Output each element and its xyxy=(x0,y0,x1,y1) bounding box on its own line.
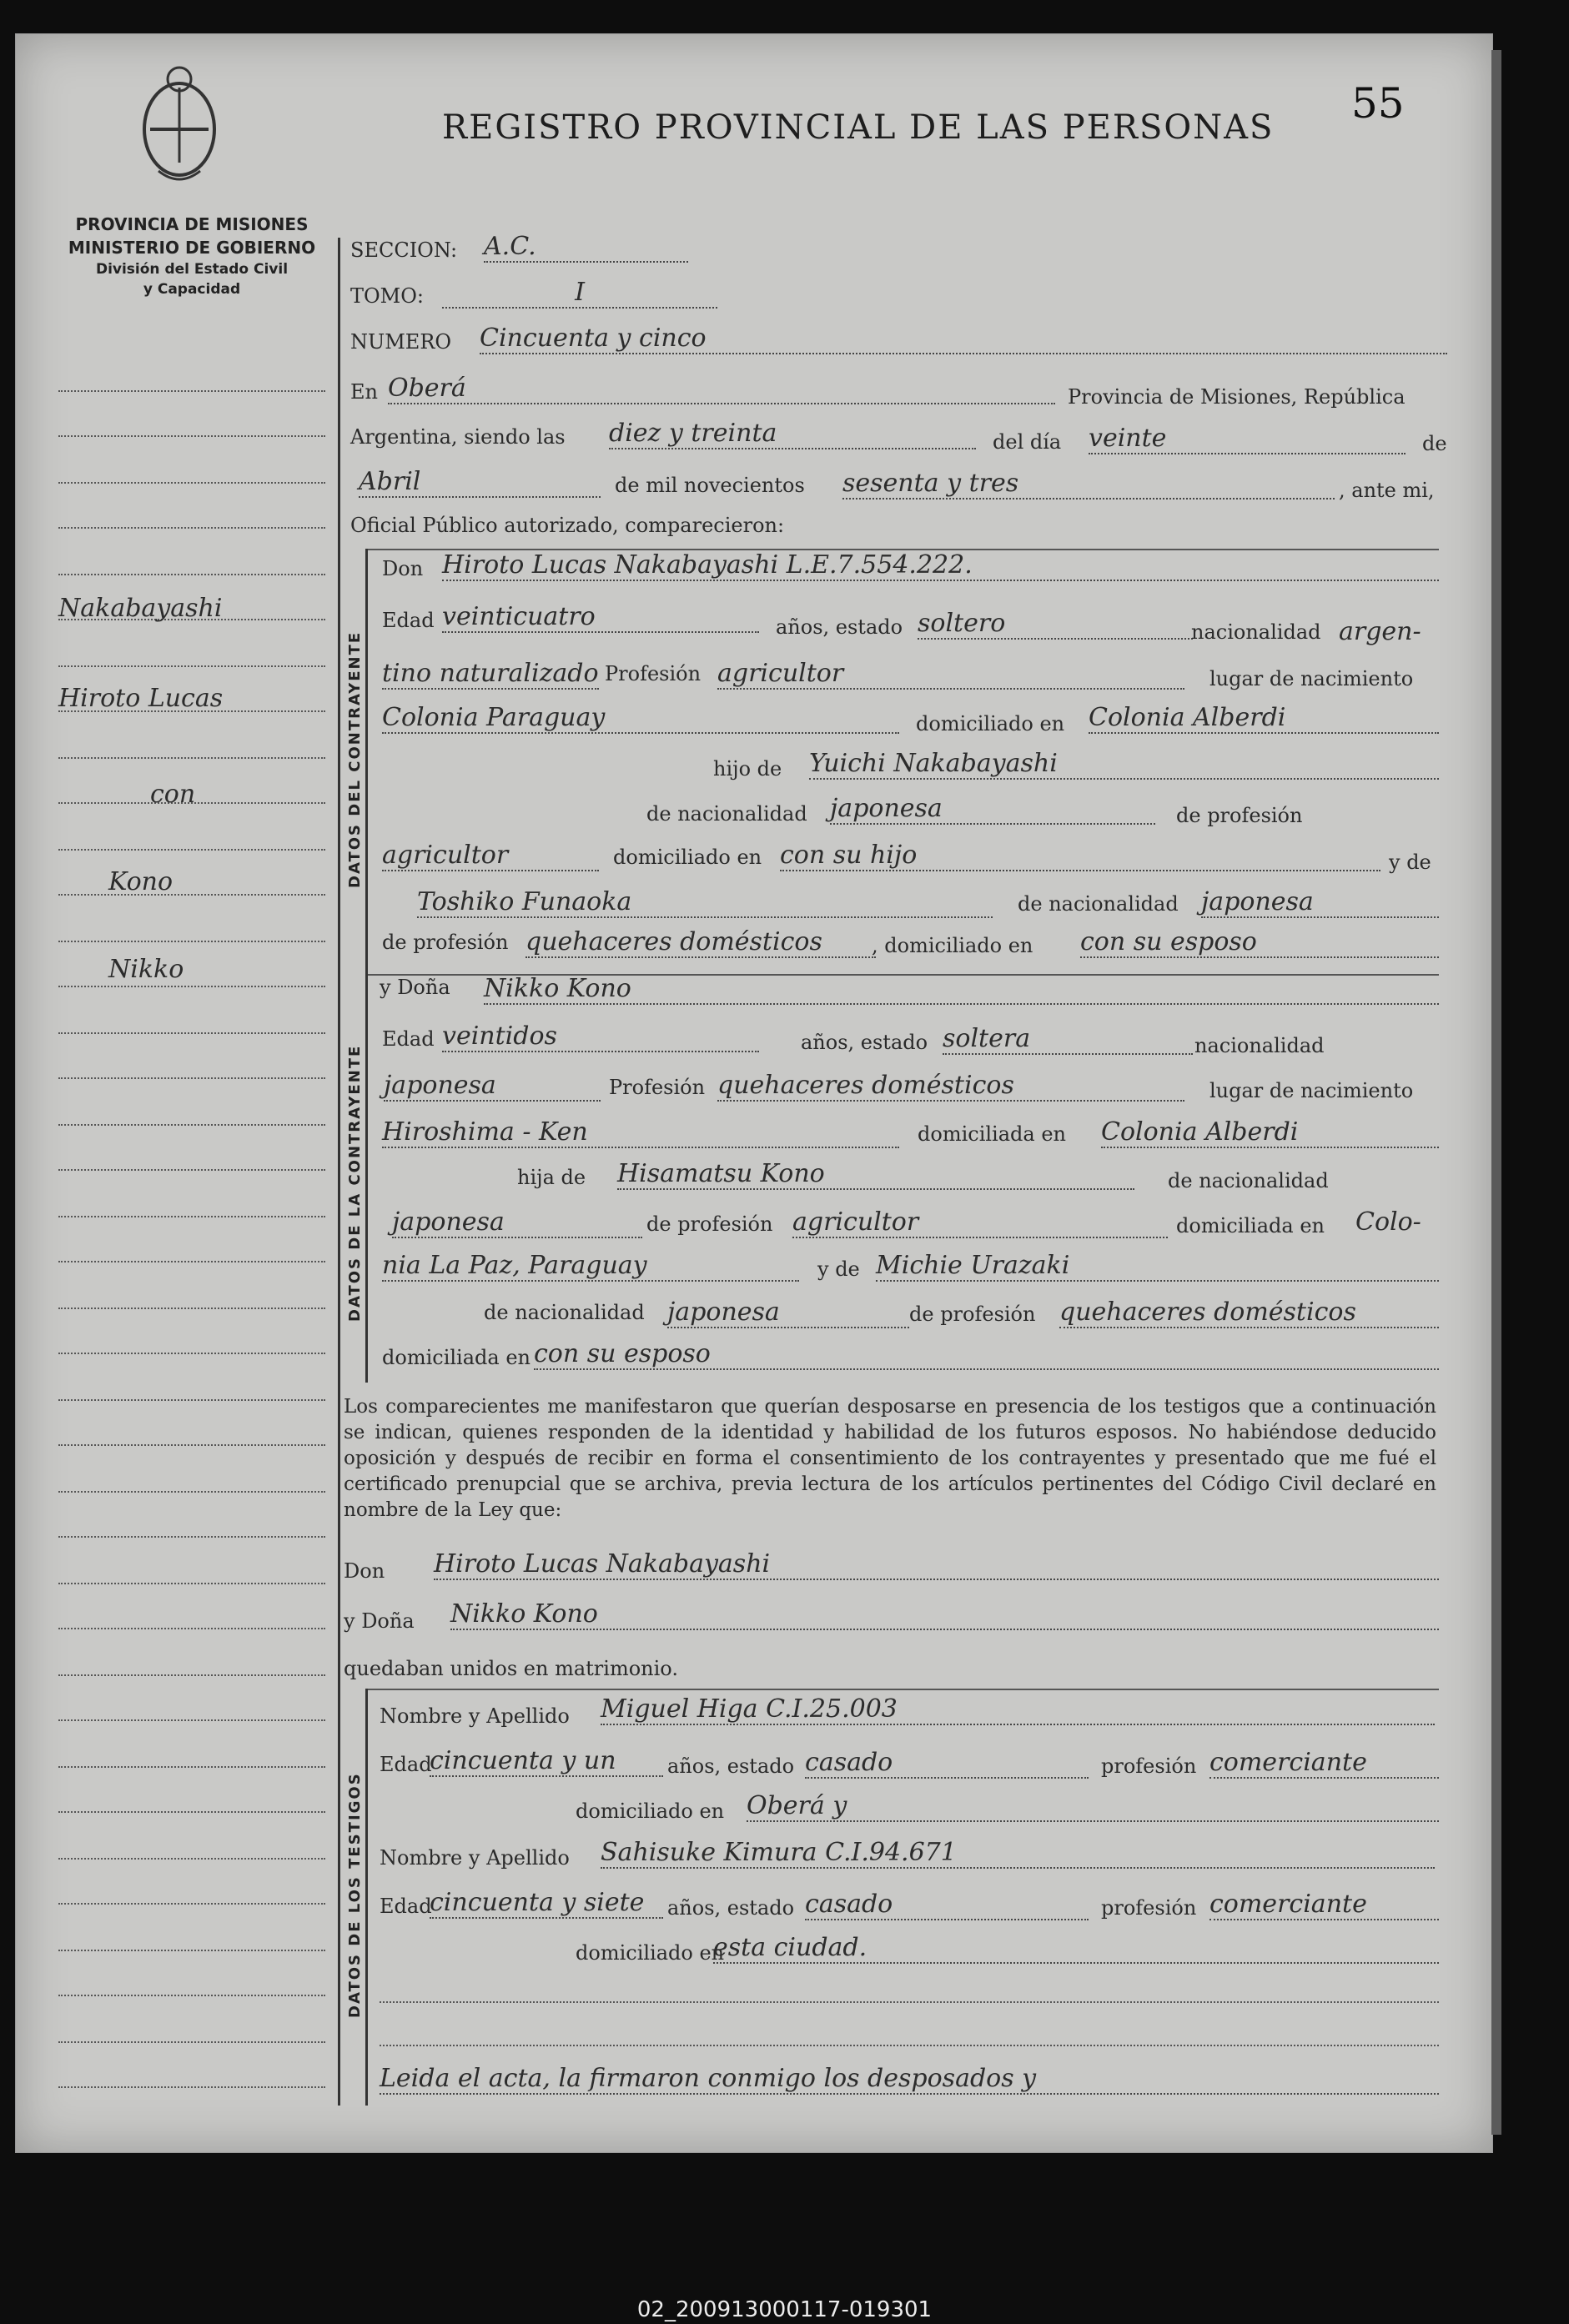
f-padre-nacionalidad: japonesa xyxy=(392,1207,642,1238)
org-division: División del Estado Civil xyxy=(95,261,289,278)
madre-profesion: quehaceres domésticos xyxy=(526,927,876,958)
contrayente-edad: veinticuatro xyxy=(442,602,759,633)
madre-nombre: Toshiko Funaoka xyxy=(417,887,993,918)
hora-value: diez y treinta xyxy=(609,419,976,449)
madre-profesion-label: de profesión xyxy=(382,931,509,954)
tomo-value: I xyxy=(442,278,717,309)
contrayente-f-profesion: quehaceres domésticos xyxy=(717,1071,1184,1102)
contrayente-f-estado: soltera xyxy=(943,1024,1193,1055)
profesion-label: Profesión xyxy=(605,662,702,685)
f-edad-label: Edad xyxy=(382,1027,435,1051)
contrayente-f-edad: veintidos xyxy=(442,1021,759,1052)
domiciliado-en-label: domiciliado en xyxy=(613,846,762,869)
t1-profesion-label: profesión xyxy=(1101,1754,1197,1778)
t2-profesion: comerciante xyxy=(1209,1890,1439,1920)
dona-label: y Doña xyxy=(380,976,450,999)
f-profesion-label: Profesión xyxy=(609,1076,706,1099)
f-y-de-label: y de xyxy=(817,1257,860,1281)
page-number: 55 xyxy=(1351,79,1405,128)
oficial-text: Oficial Público autorizado, comparecieron: xyxy=(350,514,785,537)
madre-domiciliado-label: , domiciliado en xyxy=(872,934,1033,957)
madre-domicilio: con su esposo xyxy=(1080,927,1439,958)
de-label: de xyxy=(1422,432,1447,455)
mil-label: de mil novecientos xyxy=(615,474,805,497)
f-de-nacionalidad-label: de nacionalidad xyxy=(1168,1169,1329,1192)
t2-nombre: Sahisuke Kimura C.I.94.671 xyxy=(601,1838,1435,1869)
org-capacity: y Capacidad xyxy=(143,281,241,298)
f-lugar-label: lugar de nacimiento xyxy=(1209,1079,1414,1102)
contrayente-section-label: DATOS DEL CONTRAYENTE xyxy=(346,630,364,888)
t2-anos-estado-label: años, estado xyxy=(667,1896,795,1920)
contrayente-f-section-label: DATOS DE LA CONTRAYENTE xyxy=(346,1044,364,1322)
scan-id: 02_200913000117-019301 xyxy=(636,2297,933,2322)
del-dia-label: del día xyxy=(993,430,1062,454)
hija-de-label: hija de xyxy=(517,1166,586,1189)
t1-anos-estado-label: años, estado xyxy=(667,1754,795,1778)
edad-label: Edad xyxy=(382,609,435,632)
f-padre-domiciliada-label: domiciliada en xyxy=(1176,1214,1325,1237)
padre-domicilio: con su hijo xyxy=(780,841,1380,871)
lugar-nacimiento-label: lugar de nacimiento xyxy=(1209,667,1414,690)
padre-nacionalidad: japonesa xyxy=(830,794,1155,825)
contrayente-f-nombre: Nikko Kono xyxy=(484,974,1439,1005)
contrayente-f-domicilio: Colonia Alberdi xyxy=(1101,1117,1439,1148)
padre-profesion: agricultor xyxy=(382,841,599,871)
anos-estado-label: años, estado xyxy=(776,615,903,639)
decl-dona-label: y Doña xyxy=(344,1609,415,1633)
f-madre-domiciliada-label: domiciliada en xyxy=(382,1346,531,1369)
de-profesion-label: de profesión xyxy=(1176,804,1303,827)
testigos-border xyxy=(365,1689,368,2106)
tomo-label: TOMO: xyxy=(350,284,425,308)
f-madre-nacionalidad: japonesa xyxy=(667,1298,909,1328)
domiciliado-label: domiciliado en xyxy=(916,712,1065,735)
page-title: REGISTRO PROVINCIAL DE LAS PERSONAS xyxy=(442,108,1275,147)
numero-label: NUMERO xyxy=(350,330,452,354)
f-madre-nacionalidad-label: de nacionalidad xyxy=(484,1301,645,1324)
t2-profesion-label: profesión xyxy=(1101,1896,1197,1920)
contrayente-nombre: Hiroto Lucas Nakabayashi L.E.7.554.222. xyxy=(442,550,1439,581)
argentina-text: Argentina, siendo las xyxy=(350,425,566,449)
decl-dona-value: Nikko Kono xyxy=(450,1599,1439,1630)
contrayente-nacionalidad-2: tino naturalizado xyxy=(382,659,599,688)
f-madre-profesion: quehaceres domésticos xyxy=(1059,1298,1439,1328)
nacionalidad-label: nacionalidad xyxy=(1191,620,1321,644)
madre-nacionalidad: japonesa xyxy=(1201,887,1439,918)
f-madre-profesion-label: de profesión xyxy=(909,1303,1036,1326)
f-de-profesion-label: de profesión xyxy=(646,1212,773,1236)
t2-estado: casado xyxy=(805,1890,1089,1920)
dia-value: veinte xyxy=(1089,424,1406,454)
de-nacionalidad-label: de nacionalidad xyxy=(646,802,807,826)
f-madre-nombre: Michie Urazaki xyxy=(876,1251,1439,1282)
lugar-acto-value: Oberá xyxy=(388,374,1055,404)
org-ministry: MINISTERIO DE GOBIERNO xyxy=(68,238,316,258)
t1-profesion: comerciante xyxy=(1209,1748,1439,1779)
t2-domiciliado-label: domiciliado en xyxy=(576,1941,725,1965)
coat-of-arms-icon xyxy=(133,63,225,188)
contrayente-domicilio: Colonia Alberdi xyxy=(1089,703,1439,734)
main-column-border xyxy=(338,238,340,2106)
t1-edad: cincuenta y un xyxy=(430,1746,663,1777)
closing-line: Leida el acta, la firmaron conmigo los desposados y xyxy=(380,2064,1439,2095)
f-madre-domicilio: con su esposo xyxy=(534,1339,1439,1370)
t2-domicilio: esta ciudad. xyxy=(713,1933,1439,1964)
hijo-de-label: hijo de xyxy=(713,757,782,781)
f-padre-nombre: Hisamatsu Kono xyxy=(617,1159,1134,1190)
contrayente-border xyxy=(365,549,368,974)
t1-estado: casado xyxy=(805,1748,1089,1779)
f-padre-profesion: agricultor xyxy=(792,1207,1168,1238)
seccion-label: SECCION: xyxy=(350,238,458,262)
y-de-label: y de xyxy=(1389,851,1431,874)
t1-nombre: Miguel Higa C.I.25.003 xyxy=(601,1694,1435,1725)
contrayente-lugar-nacimiento: Colonia Paraguay xyxy=(382,703,899,734)
madre-nacionalidad-label: de nacionalidad xyxy=(1018,892,1179,916)
margin-note-kono: Kono xyxy=(108,867,173,896)
contrayente-profesion: agricultor xyxy=(717,659,1184,690)
en-label: En xyxy=(350,380,378,404)
anio-value: sesenta y tres xyxy=(842,469,1335,499)
decl-don-label: Don xyxy=(344,1559,385,1583)
quedaban-text: quedaban unidos en matrimonio. xyxy=(344,1657,678,1680)
issuing-office xyxy=(50,213,334,299)
testigos-top-rule xyxy=(367,1689,1439,1690)
mes-value: Abril xyxy=(359,467,601,498)
decl-don-value: Hiroto Lucas Nakabayashi xyxy=(434,1549,1439,1580)
margin-note-nikko: Nikko xyxy=(108,955,184,984)
margin-note-con: con xyxy=(150,780,196,809)
t1-domiciliado-label: domiciliado en xyxy=(576,1799,725,1823)
provincia-text: Provincia de Misiones, República xyxy=(1068,385,1406,409)
f-padre-domicilio-1: Colo- xyxy=(1355,1207,1421,1237)
contrayente-f-nacionalidad: japonesa xyxy=(384,1071,601,1102)
t2-nombre-label: Nombre y Apellido xyxy=(380,1846,570,1870)
numero-value: Cincuenta y cinco xyxy=(480,324,1447,354)
padre-nombre: Yuichi Nakabayashi xyxy=(809,749,1439,780)
f-nacionalidad-label: nacionalidad xyxy=(1194,1034,1325,1057)
contrayente-nacionalidad-1: argen- xyxy=(1339,617,1421,646)
contrayente-f-lugar: Hiroshima - Ken xyxy=(382,1117,899,1148)
t2-edad-label: Edad xyxy=(380,1895,432,1918)
margin-note-given-name: Hiroto Lucas xyxy=(58,684,224,713)
contrayente-estado: soltero xyxy=(918,609,1193,640)
f-domiciliada-label: domiciliada en xyxy=(918,1122,1066,1146)
page-edge xyxy=(1491,50,1501,2135)
margin-note-surname: Nakabayashi xyxy=(58,594,223,623)
contrayente-f-border xyxy=(365,974,368,1383)
t2-edad: cincuenta y siete xyxy=(430,1888,663,1919)
testigos-blank-rule-1 xyxy=(380,2001,1439,2003)
f-anos-estado-label: años, estado xyxy=(801,1031,928,1054)
t1-nombre-label: Nombre y Apellido xyxy=(380,1704,570,1728)
org-province: PROVINCIA DE MISIONES xyxy=(75,214,309,234)
seccion-value: A.C. xyxy=(484,232,688,263)
t1-edad-label: Edad xyxy=(380,1753,432,1776)
t1-domicilio: Oberá y xyxy=(747,1791,1439,1822)
don-label: Don xyxy=(382,557,424,580)
declaration-paragraph: Los comparecientes me manifestaron que querían desposarse en presencia de los testigos que a continuación se indican, quienes responden de la identidad y habilidad de los futuros esposos. No habiéndose deducido oposición y después de recibir en forma el consentimiento de los contrayentes y presentado que me fué el certificado prenupcial que se archiva, previa lectura de los artículos pertinentes del Código Civil declaré en nombre de la Ley que: xyxy=(344,1396,1436,1521)
testigos-section-label: DATOS DE LOS TESTIGOS xyxy=(346,1772,364,2018)
f-padre-domicilio-2: nia La Paz, Paraguay xyxy=(382,1251,799,1282)
testigos-blank-rule-2 xyxy=(380,2045,1439,2046)
ante-mi-text: , ante mi, xyxy=(1339,479,1435,502)
